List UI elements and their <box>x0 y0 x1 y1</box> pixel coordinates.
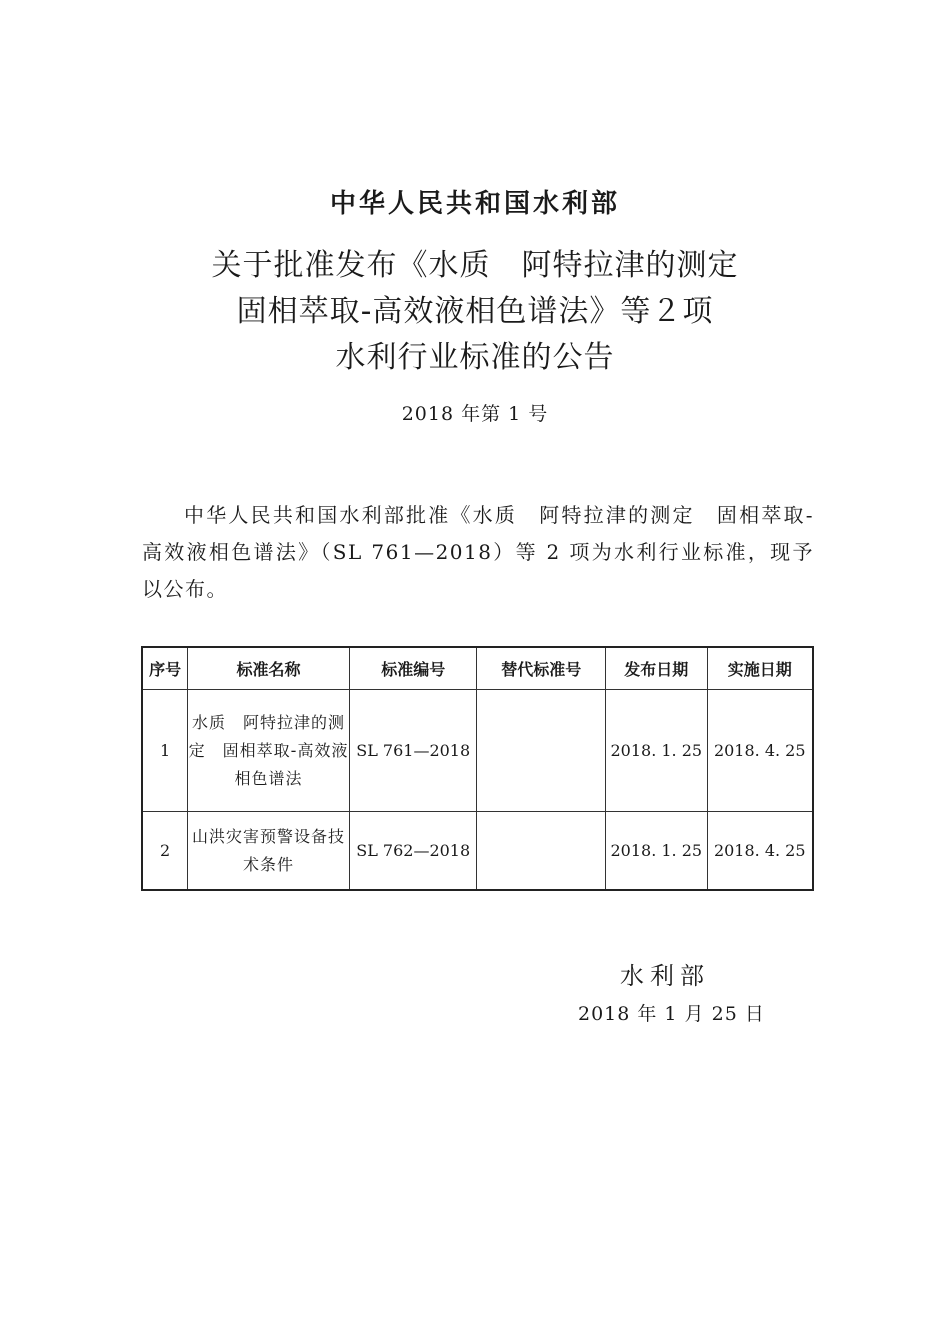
row-no: 1 <box>142 690 188 812</box>
header-code: 标准编号 <box>349 647 477 690</box>
title-line-2: 固相萃取-高效液相色谱法》等２项 <box>236 294 714 329</box>
signature-organization: 水利部 <box>620 962 710 990</box>
title-line-1: 关于批准发布《水质 阿特拉津的测定 <box>211 248 739 283</box>
signature-date: 2018 年 1 月 25 日 <box>578 1003 765 1025</box>
table-row <box>142 690 813 812</box>
table-header-row <box>142 647 813 690</box>
row-published: 2018. 1. 25 <box>606 690 707 812</box>
table-row <box>142 812 813 891</box>
row-replaces <box>477 690 606 812</box>
document-number: 2018 年第 1 号 <box>401 403 549 425</box>
announcement-body <box>142 497 814 608</box>
issuing-ministry: 中华人民共和国水利部 <box>329 189 620 219</box>
header-published: 发布日期 <box>606 647 707 690</box>
header-replaces: 替代标准号 <box>477 647 606 690</box>
row-no: 2 <box>142 812 188 891</box>
row-name-text: 山洪灾害预警设备技术条件 <box>192 826 346 874</box>
header-effective: 实施日期 <box>707 647 813 690</box>
row-name <box>188 690 350 812</box>
row-name <box>188 812 350 891</box>
header-no: 序号 <box>142 647 188 690</box>
standards-table <box>141 646 814 891</box>
row-code: SL 762—2018 <box>349 812 477 891</box>
row-code: SL 761—2018 <box>349 690 477 812</box>
header-name: 标准名称 <box>188 647 350 690</box>
row-name-text: 水质 阿特拉津的测定 固相萃取-高效液相色谱法 <box>188 712 349 788</box>
body-paragraph: 中华人民共和国水利部批准《水质 阿特拉津的测定 固相萃取-高效液相色谱法》（SL 761—2018）等 2 项为水利行业标准，现予以公布。 <box>142 503 814 601</box>
title-line-3: 水利行业标准的公告 <box>335 340 615 375</box>
row-replaces <box>477 812 606 891</box>
row-effective: 2018. 4. 25 <box>707 812 813 891</box>
row-effective: 2018. 4. 25 <box>707 690 813 812</box>
row-published: 2018. 1. 25 <box>606 812 707 891</box>
announcement-title <box>0 243 950 381</box>
